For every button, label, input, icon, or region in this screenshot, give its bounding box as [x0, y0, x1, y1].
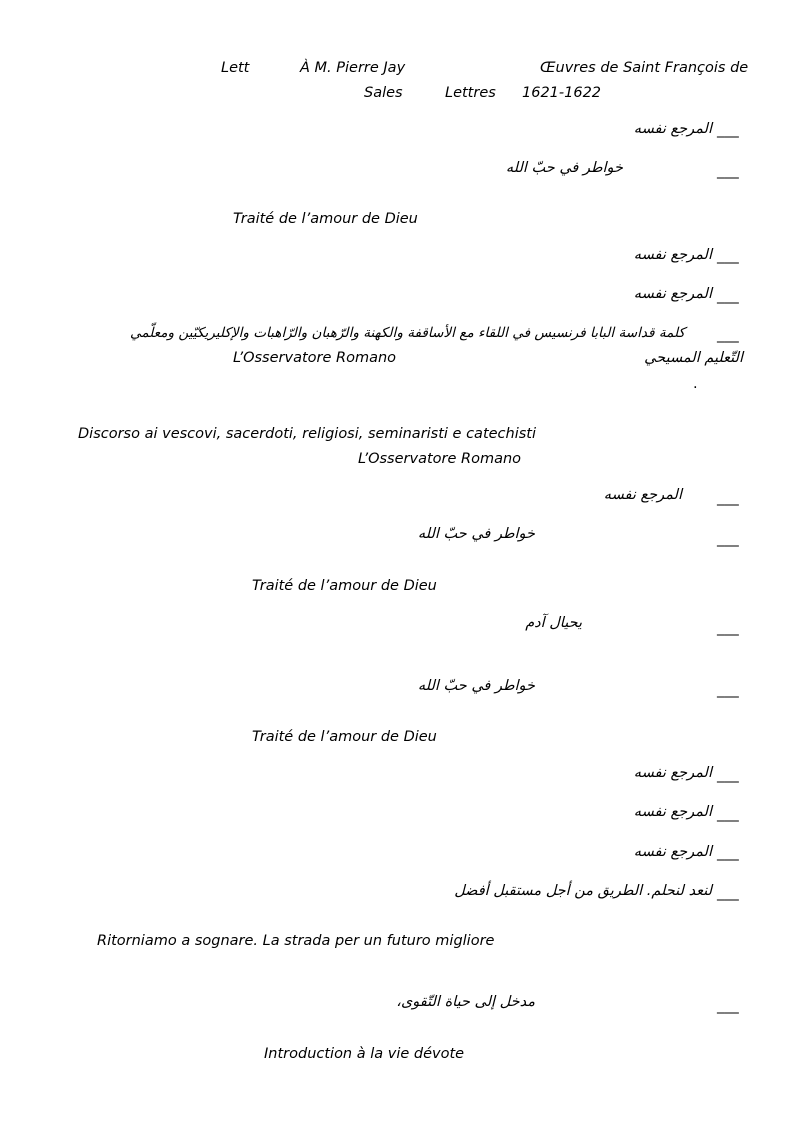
footnote-period: .: [693, 376, 698, 392]
footnote-title-ar: خواطر في حبّ الله: [505, 160, 623, 176]
footnote-book-fr: Introduction à la vie dévote: [264, 1046, 465, 1062]
footnote-marker: ___: [717, 288, 739, 304]
footnote-ibid: المرجع نفسه: [633, 121, 712, 137]
footnote-ibid: المرجع نفسه: [633, 804, 712, 820]
footnote-newspaper: L’Osservatore Romano: [233, 350, 397, 366]
footnote-book-it: Ritorniamo a sognare. La strada per un futuro migliore: [97, 933, 495, 949]
footnote-marker: ___: [717, 327, 739, 343]
footnote-marker: ___: [717, 998, 739, 1014]
footnote-title-ar: خواطر في حبّ الله: [417, 678, 535, 694]
footnote-marker: ___: [717, 122, 739, 138]
footnote-title-fr: Traité de l’amour de Dieu: [252, 578, 437, 594]
footnote-book-ar: مدخل إلى حياة التّقوى،: [396, 994, 535, 1010]
footnote-marker: ___: [717, 490, 739, 506]
header-lettres: Lettres: [445, 85, 496, 101]
header-recipient: À M. Pierre Jay: [300, 60, 406, 76]
footnote-title-ar: خواطر في حبّ الله: [417, 526, 535, 542]
footnote-book-ar: لنعد لنحلم. الطريق من أجل مستقبل أفضل: [454, 883, 712, 899]
footnote-marker: ___: [717, 620, 739, 636]
footnote-title-fr: Traité de l’amour de Dieu: [233, 211, 418, 227]
footnote-ibid: المرجع نفسه: [633, 844, 712, 860]
footnote-marker: ___: [717, 163, 739, 179]
header-years: 1621-1622: [522, 85, 602, 101]
footnote-speech-it: Discorso ai vescovi, sacerdoti, religiosi, seminaristi e catechisti: [78, 426, 537, 442]
footnote-marker: ___: [717, 767, 739, 783]
footnote-ibid: المرجع نفسه: [633, 286, 712, 302]
footnote-marker: ___: [717, 248, 739, 264]
header-sales: Sales: [364, 85, 403, 101]
footnote-title-fr: Traité de l’amour de Dieu: [252, 729, 437, 745]
footnote-author-ar: يحيال آدم: [525, 615, 582, 631]
header-lett: Lett: [221, 60, 250, 76]
header-oeuvres: Œuvres de Saint François de: [540, 60, 749, 76]
footnote-newspaper: L’Osservatore Romano: [358, 451, 522, 467]
footnote-ibid: المرجع نفسه: [633, 247, 712, 263]
footnote-marker: ___: [717, 531, 739, 547]
footnote-speech-ar-cont: التّعليم المسيحي: [644, 350, 743, 366]
footnote-marker: ___: [717, 806, 739, 822]
footnote-ibid: المرجع نفسه: [603, 487, 682, 503]
footnote-marker: ___: [717, 885, 739, 901]
footnote-ibid: المرجع نفسه: [633, 765, 712, 781]
footnote-marker: ___: [717, 682, 739, 698]
footnote-speech-ar: كلمة قداسة البابا فرنسيس في اللقاء مع الأساقفة والكهنة والرّهبان والرّاهبات والإكليريكيّين ومعلّمي: [130, 325, 685, 341]
footnote-marker: ___: [717, 845, 739, 861]
